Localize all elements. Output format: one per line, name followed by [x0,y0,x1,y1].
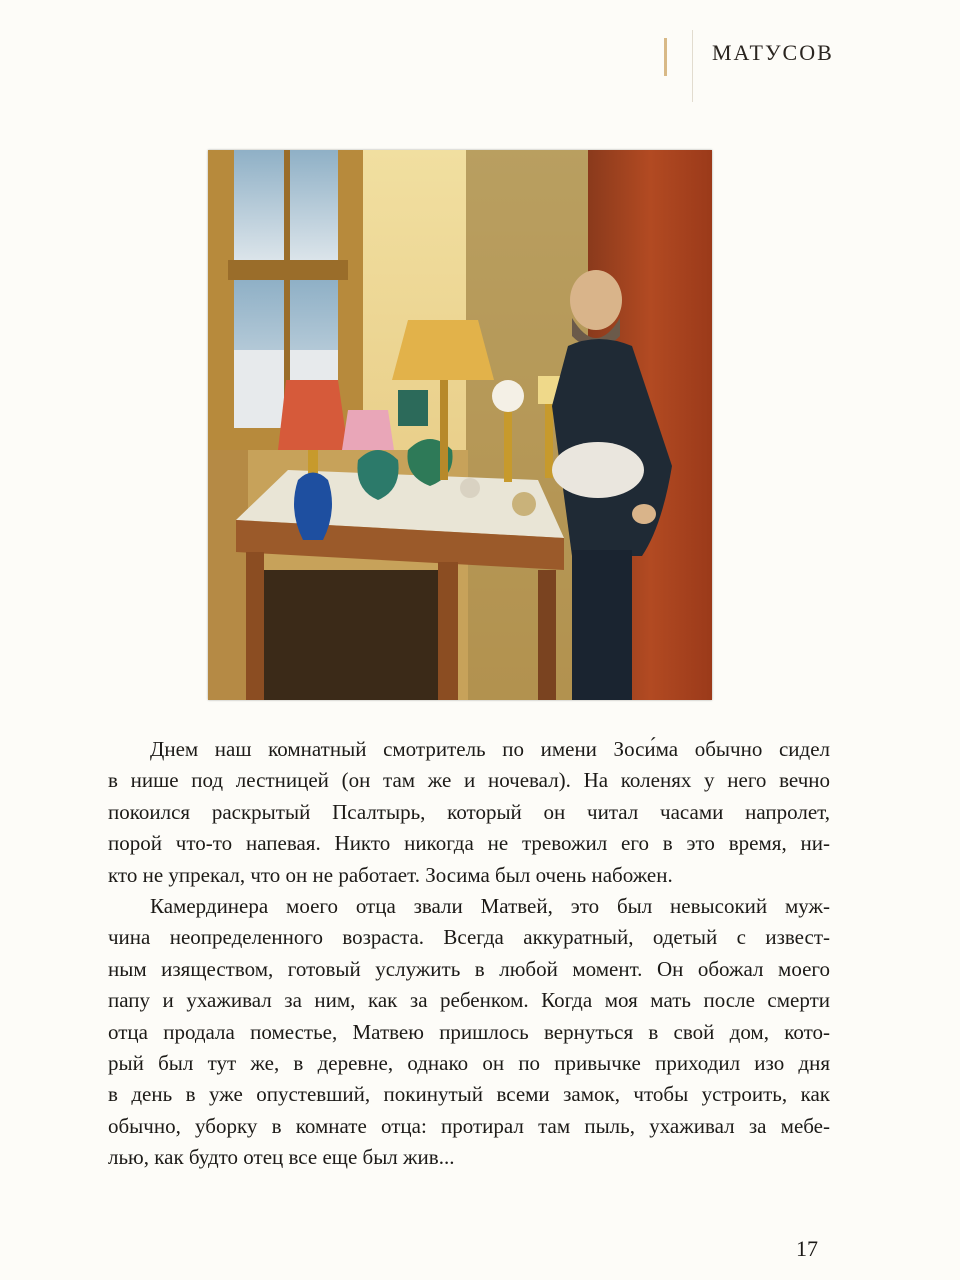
text-line: папу и ухаживал за ним, как за ребенком. Когда моя мать после смерти [108,988,830,1013]
text-line: Камердинера моего отца звали Матвей, это был невысокий муж- [150,893,830,918]
illustration [208,150,712,700]
header-divider [692,30,693,102]
page-number: 17 [796,1236,818,1261]
text-line: чина неопределенного возраста. Всегда аккуратный, одетый с извест- [108,925,830,950]
text-line: в день в уже опустевший, покинутый всеми замок, чтобы устроить, как [108,1082,830,1107]
paragraph-1 [108,734,830,891]
text-line: в нише под лестницей (он там же и ночевал). На коленях у него вечно [108,768,830,793]
running-header [650,30,950,102]
figure-lamps-illustration [208,150,712,700]
text-line: кто не упрекал, что он не работает. Зосима был очень набожен. [108,862,673,887]
text-line: Днем наш комнатный смотритель по имени Зоси́ма обычно сидел [150,737,830,761]
text-line: обычно, уборку в комнате отца: протирал там пыль, ухаживал за мебе- [108,1113,830,1138]
header-accent-bar [664,38,667,76]
text-line: ным изяществом, готовый услужить в любой момент. Он обожал моего [108,956,830,981]
text-line: порой что-то напевая. Никто никогда не тревожил его в это время, ни- [108,831,830,856]
paragraph-2 [108,891,830,1174]
text-line: лью, как будто отец все еще был жив... [108,1145,455,1170]
running-header-title: МАТУСОВ [712,40,834,65]
body-text [108,734,830,1173]
text-line: покоился раскрытый Псалтырь, который он читал часами напролет, [108,799,830,824]
text-line: рый был тут же, в деревне, однако он по привычке приходил изо дня [108,1050,830,1075]
text-line: отца продала поместье, Матвею пришлось вернуться в свой дом, кото- [108,1019,830,1044]
